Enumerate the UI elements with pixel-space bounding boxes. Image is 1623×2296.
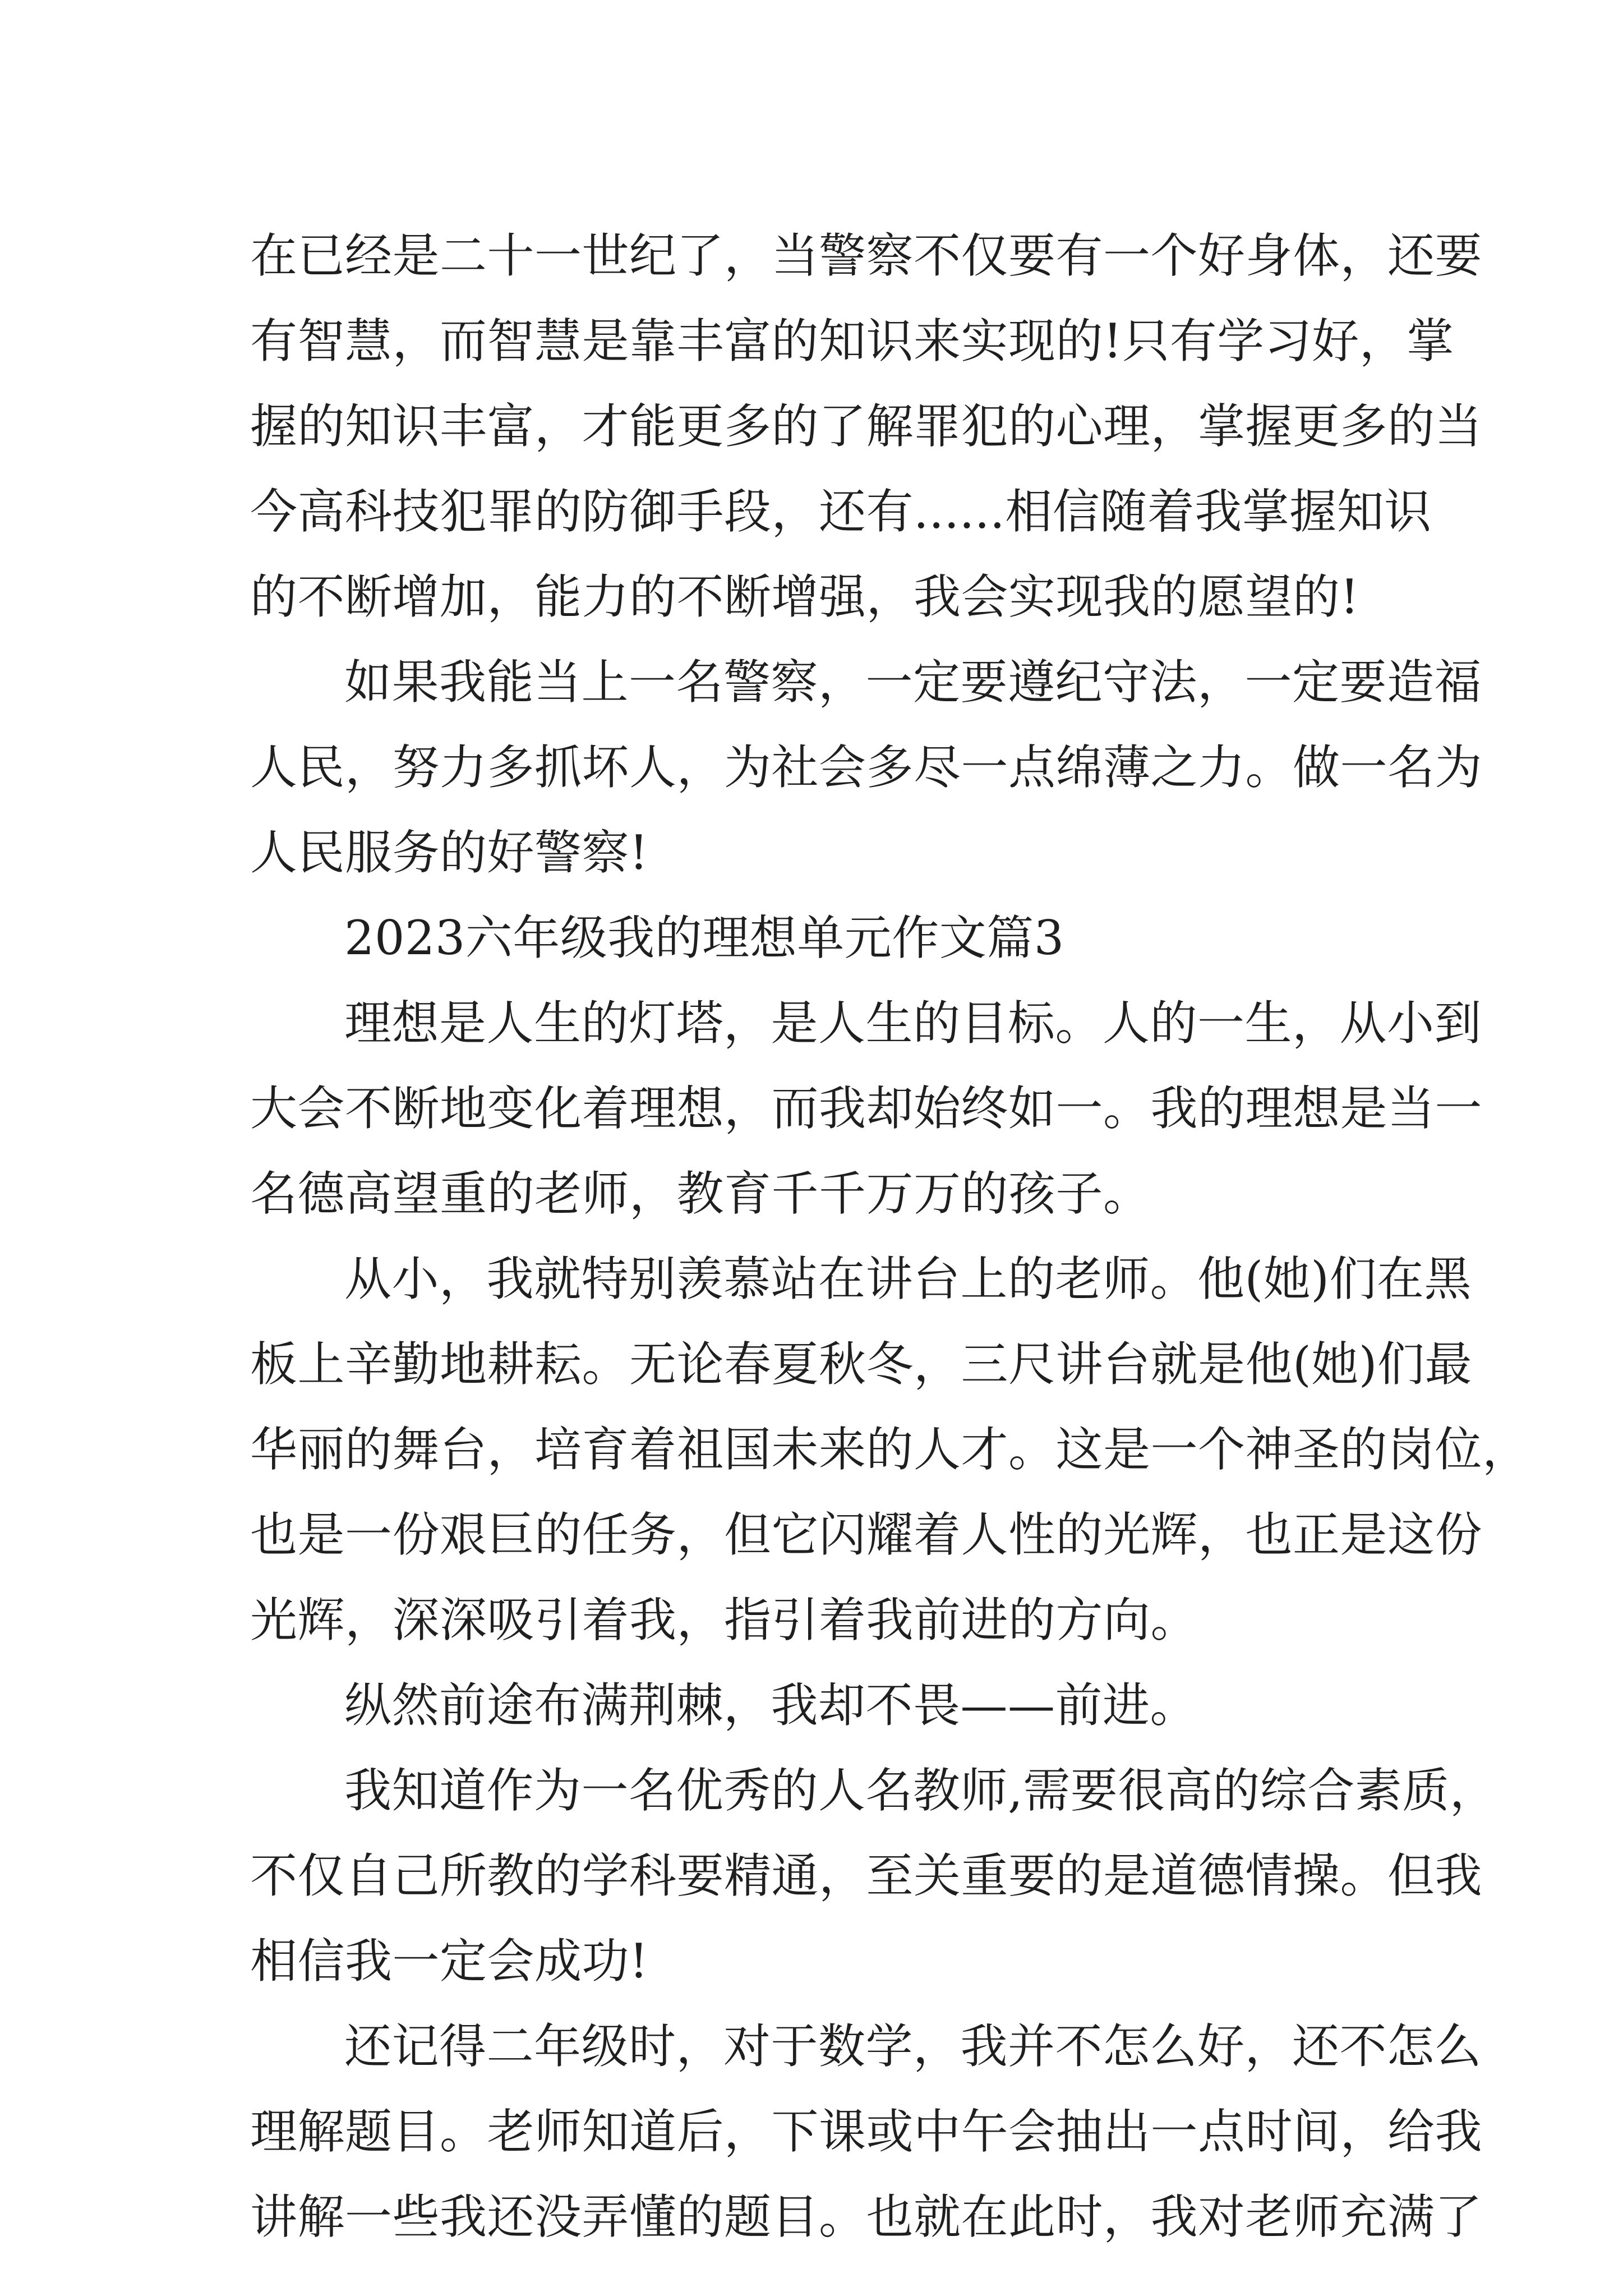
text-line: 人民服务的好警察! [250, 825, 649, 880]
text-line: 的不断增加，能力的不断增强，我会实现我的愿望的! [250, 569, 1359, 624]
text-line: 板上辛勤地耕耘。无论春夏秋冬，三尺讲台就是他(她)们最 [250, 1337, 1473, 1392]
text-line: 人民，努力多抓坏人，为社会多尽一点绵薄之力。做一名为 [250, 740, 1483, 795]
text-line: 名德高望重的老师，教育千千万万的孩子。 [250, 1166, 1151, 1221]
text-line: 如果我能当上一名警察，一定要遵纪守法，一定要造福 [344, 655, 1482, 710]
text-line: 从小，我就特别羡慕站在讲台上的老师。他(她)们在黑 [344, 1251, 1472, 1306]
text-line: 握的知识丰富，才能更多的了解罪犯的心理，掌握更多的当 [250, 399, 1483, 454]
text-line: 大会不断地变化着理想，而我却始终如一。我的理想是当一 [250, 1081, 1483, 1136]
text-line: 我知道作为一名优秀的人名教师,需要很高的综合素质， [344, 1763, 1497, 1818]
text-line: 不仅自己所教的学科要精通，至关重要的是道德情操。但我 [250, 1848, 1483, 1903]
section-heading: 2023六年级我的理想单元作文篇3 [344, 910, 1064, 965]
text-line: 有智慧，而智慧是靠丰富的知识来实现的!只有学习好，掌 [250, 314, 1454, 369]
text-line: 华丽的舞台，培育着祖国未来的人才。这是一个神圣的岗位， [250, 1422, 1530, 1477]
text-line: 今高科技犯罪的防御手段，还有......相信随着我掌握知识 [250, 484, 1432, 539]
text-line: 也是一份艰巨的任务，但它闪耀着人性的光辉，也正是这份 [250, 1507, 1483, 1562]
text-line: 相信我一定会成功! [250, 1934, 649, 1989]
text-line: 理解题目。老师知道后，下课或中午会抽出一点时间，给我 [250, 2104, 1483, 2159]
text-line: 讲解一些我还没弄懂的题目。也就在此时，我对老师充满了 [250, 2189, 1483, 2244]
text-line: 还记得二年级时，对于数学，我并不怎么好，还不怎么 [344, 2019, 1482, 2074]
document-body [250, 213, 1530, 2260]
text-line: 理想是人生的灯塔，是人生的目标。人的一生，从小到 [344, 996, 1482, 1051]
text-line: 纵然前途布满荆棘，我却不畏——前进。 [344, 1678, 1198, 1733]
text-line: 光辉，深深吸引着我，指引着我前进的方向。 [250, 1593, 1198, 1648]
text-line: 在已经是二十一世纪了，当警察不仅要有一个好身体，还要 [250, 228, 1483, 283]
